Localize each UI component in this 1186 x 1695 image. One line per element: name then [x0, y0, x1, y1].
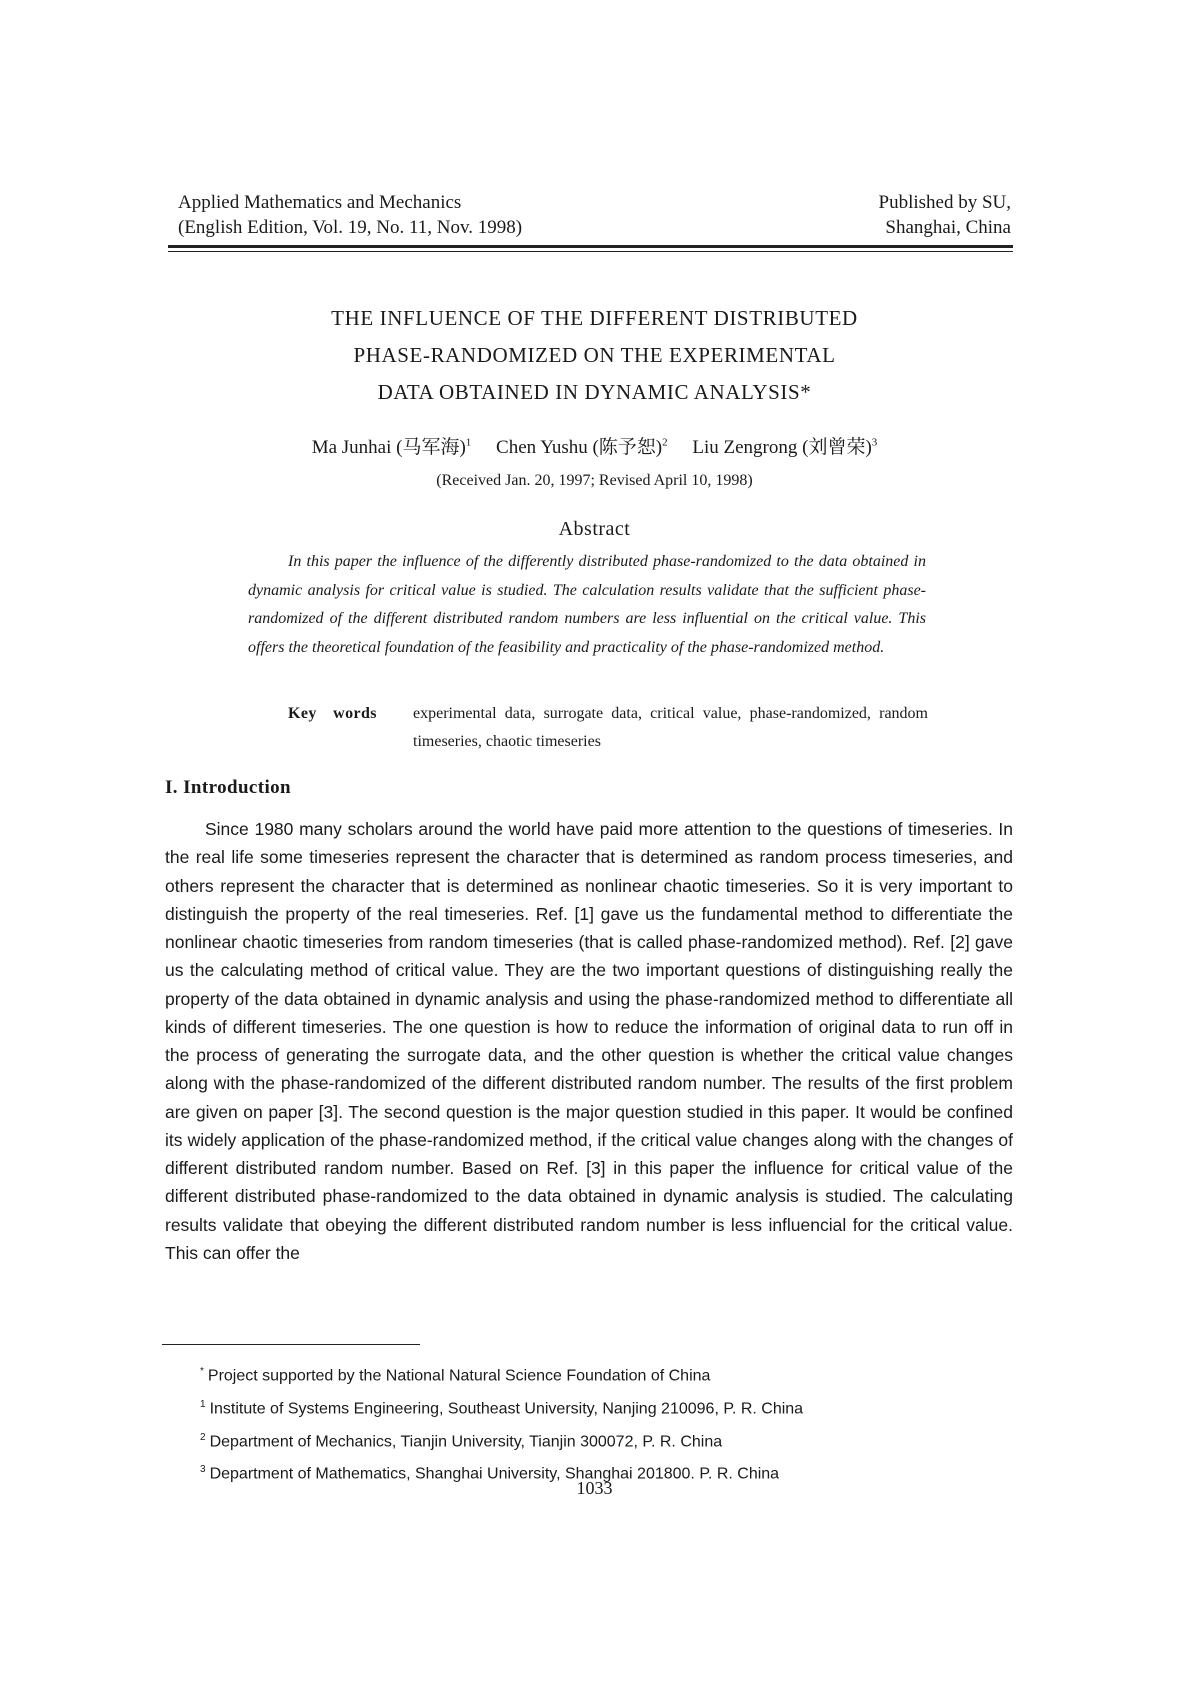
footnote-mark: 3 — [200, 1464, 206, 1476]
keywords — [288, 700, 928, 756]
header-rule-thick — [168, 245, 1013, 248]
title-line: DATA OBTAINED IN DYNAMIC ANALYSIS* — [377, 380, 812, 404]
title-line: THE INFLUENCE OF THE DIFFERENT DISTRIBUTED — [331, 306, 858, 330]
footnote-mark: * — [200, 1366, 204, 1377]
keywords-label: Key words — [288, 705, 377, 722]
section-heading: I. Introduction — [165, 777, 292, 798]
author-name: Ma Junhai (马军海) — [311, 437, 466, 458]
page-number: 1033 — [576, 1478, 613, 1498]
paper-title — [178, 300, 1011, 411]
footnotes — [200, 1358, 980, 1489]
publisher-name: Published by SU, — [878, 192, 1011, 213]
affiliation-mark: 1 — [465, 436, 472, 449]
title-line: PHASE-RANDOMIZED ON THE EXPERIMENTAL — [353, 343, 836, 367]
footnote-mark: 2 — [200, 1431, 206, 1443]
header-rule-thin — [168, 251, 1013, 252]
publisher-location: Shanghai, China — [885, 217, 1011, 238]
footnote-text: Department of Mechanics, Tianjin University, Tianjin 300072, P. R. China — [209, 1432, 723, 1450]
footnote-mark: 1 — [200, 1398, 206, 1410]
keywords-text: experimental data, surrogate data, critical value, phase-randomized, random timeseries, chaotic timeseries — [413, 705, 928, 750]
footnote — [200, 1391, 980, 1424]
author — [496, 437, 668, 458]
journal-name: Applied Mathematics and Mechanics — [178, 192, 462, 213]
author — [312, 437, 472, 458]
abstract-heading: Abstract — [558, 518, 631, 540]
author-list — [178, 432, 1011, 459]
author-name: Liu Zengrong (刘曾荣) — [692, 437, 872, 458]
author-name: Chen Yushu (陈予恕) — [496, 437, 663, 458]
footnote-text: Department of Mathematics, Shanghai University, Shanghai 201800. P. R. China — [209, 1465, 780, 1483]
introduction-paragraph: Since 1980 many scholars around the world have paid more attention to the questions of timeseries. In the real life some timeseries represent the character that is determined as random process timeseries, and others represent the character that is determined as nonlinear chaotic timeseries. So it is very important to distinguish the property of the real timeseries. Ref. [1] gave us the fundamental method to differentiate the nonlinear chaotic timeseries from random timeseries (that is called phase-randomized method). Ref. [2] gave us the calculating method of critical value. They are the two important questions of distinguishing really the property of the data obtained in dynamic analysis and using the phase-randomized method to differentiate all kinds of different timeseries. The one question is how to reduce the information of original data to run off in the process of generating the surrogate data, and the other question is whether the critical value changes along with the phase-randomized of the different distributed random number. The results of the first problem are given on paper [3]. The second question is the major question studied in this paper. It would be confined its widely application of the phase-randomized method, if the critical value changes along with the changes of different distributed random number. Based on Ref. [3] in this paper the influence for critical value of the different distributed phase-randomized to the data obtained in dynamic analysis is studied. The calculating results validate that obeying the different distributed random number is less influencial for the critical value. This can offer the — [165, 819, 1013, 1263]
received-dates: (Received Jan. 20, 1997; Revised April 10, 1998) — [436, 472, 753, 489]
affiliation-mark: 3 — [871, 436, 878, 449]
footnote — [200, 1424, 980, 1457]
footnote-rule — [162, 1344, 420, 1345]
publisher-info — [879, 190, 1012, 240]
footnote — [200, 1358, 980, 1391]
abstract-body: In this paper the influence of the differently distributed phase-randomized to the data obtained in dynamic analysis for critical value is studied. The calculation results validate that the sufficient phase-randomized of the different distributed random numbers are less influential on the critical value. This offers the theoretical foundation of the feasibility and practicality of the phase-randomized method. — [248, 553, 926, 656]
affiliation-mark: 2 — [662, 436, 668, 449]
journal-edition: (English Edition, Vol. 19, No. 11, Nov. 1998) — [178, 217, 523, 238]
footnote-text: Institute of Systems Engineering, Southeast University, Nanjing 210096, P. R. China — [209, 1400, 804, 1418]
author — [692, 437, 877, 458]
footnote-text: Project supported by the National Natural Science Foundation of China — [207, 1367, 711, 1385]
journal-info — [178, 190, 522, 240]
